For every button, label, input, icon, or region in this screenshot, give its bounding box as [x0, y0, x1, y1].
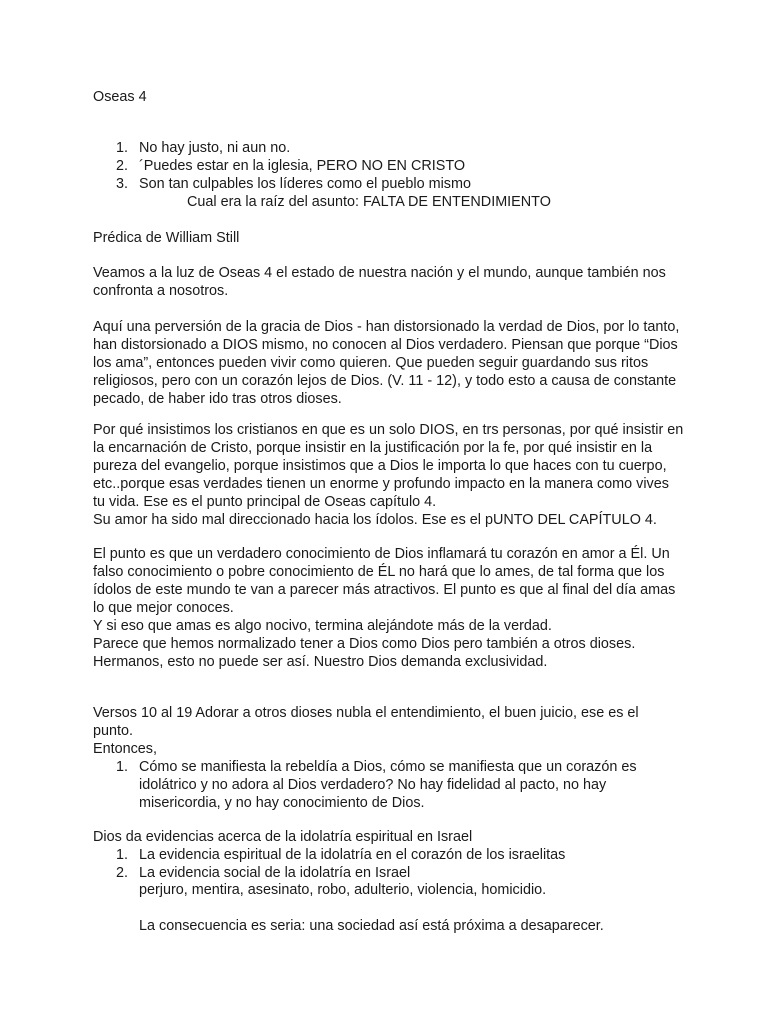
list-item-line: idolátrico y no adora al Dios verdadero? No hay fidelidad al pacto, no hay	[139, 777, 607, 793]
text-line: tu vida. Ese es el punto principal de Oseas capítulo 4.	[93, 494, 437, 510]
list-item: La evidencia social de la idolatría en Israel	[139, 865, 411, 881]
conclusion: La consecuencia es seria: una sociedad así está próxima a desaparecer.	[139, 918, 604, 934]
text-line: pecado, de haber ido tras otros dioses.	[93, 391, 342, 407]
text-line: Parece que hemos normalizado tener a Dios como Dios pero también a otros dioses.	[93, 636, 636, 652]
section-heading: Dios da evidencias acerca de la idolatría espiritual en Israel	[93, 829, 473, 845]
list-item-number: 2.	[116, 865, 129, 881]
text-line: Hermanos, esto no puede ser así. Nuestro Dios demanda exclusividad.	[93, 654, 548, 670]
text-line: El punto es que un verdadero conocimiento de Dios inflamará tu corazón en amor a Él. Un	[93, 546, 670, 562]
paragraph-1	[93, 264, 693, 300]
paragraph-3	[93, 421, 693, 529]
text-line: los ama”, entonces pueden vivir como quieren. Que pueden seguir guardando sus ritos	[93, 355, 649, 371]
list-item-line: misericordia, y no hay conocimiento de Dios.	[139, 795, 425, 811]
list-item-line: Cómo se manifiesta la rebeldía a Dios, cómo se manifiesta que un corazón es	[139, 759, 637, 775]
text-line: Por qué insistimos los cristianos en que es un solo DIOS, en trs personas, por qué insistir en	[93, 422, 684, 438]
list-item: ´Puedes estar en la iglesia, PERO NO EN CRISTO	[139, 158, 466, 174]
list-item: No hay justo, ni aun no.	[139, 140, 291, 156]
paragraph-2	[93, 318, 693, 408]
list-item-number: 1.	[116, 140, 129, 156]
text-line: Su amor ha sido mal direccionado hacia los ídolos. Ese es el pUNTO DEL CAPÍTULO 4.	[93, 512, 657, 528]
text-line: confronta a nosotros.	[93, 283, 229, 299]
text-line: etc..porque esas verdades tienen un enorme y profundo impacto en la manera como vives	[93, 476, 669, 492]
list-item: La evidencia espiritual de la idolatría en el corazón de los israelitas	[139, 847, 566, 863]
list-item-number: 1.	[116, 847, 129, 863]
text-line: Versos 10 al 19 Adorar a otros dioses nubla el entendimiento, el buen juicio, ese es el	[93, 705, 639, 721]
text-line: pureza del evangelio, porque insistimos que a Dios le importa lo que haces con tu cuerpo,	[93, 458, 667, 474]
text-line: han distorsionado a DIOS mismo, no conocen al Dios verdadero. Piensan que porque “Dios	[93, 337, 678, 353]
text-line: Aquí una perversión de la gracia de Dios - han distorsionado la verdad de Dios, por lo tanto,	[93, 319, 680, 335]
list-item-number: 3.	[116, 176, 129, 192]
list-item: Son tan culpables los líderes como el pueblo mismo	[139, 176, 471, 192]
text-line: la encarnación de Cristo, porque insistir en la justificación por la fe, por qué insistir en la	[93, 440, 653, 456]
text-line: Entonces,	[93, 741, 157, 757]
text-line: religiosos, pero con un corazón lejos de Dios. (V. 11 - 12), y todo esto a causa de constante	[93, 373, 677, 389]
list-item-number: 2.	[116, 158, 129, 174]
text-line: Y si eso que amas es algo nocivo, termina alejándote más de la verdad.	[93, 618, 552, 634]
list-item-number: 1.	[116, 759, 129, 775]
paragraph-4	[93, 545, 693, 671]
text-line: Veamos a la luz de Oseas 4 el estado de nuestra nación y el mundo, aunque también nos	[93, 265, 666, 281]
text-line: falso conocimiento o pobre conocimiento de ÉL no hará que lo ames, de tal forma que los	[93, 564, 665, 580]
text-line: lo que mejor conoces.	[93, 600, 234, 616]
paragraph-5	[93, 704, 693, 758]
list-note: Cual era la raíz del asunto: FALTA DE ENTENDIMIENTO	[187, 194, 551, 210]
text-line: punto.	[93, 723, 134, 739]
list-detail: perjuro, mentira, asesinato, robo, adulterio, violencia, homicidio.	[139, 882, 547, 898]
sermon-heading: Prédica de William Still	[93, 230, 240, 246]
document-title: Oseas 4	[93, 89, 147, 105]
text-line: ídolos de este mundo te van a parecer más atractivos. El punto es que al final del día amas	[93, 582, 676, 598]
